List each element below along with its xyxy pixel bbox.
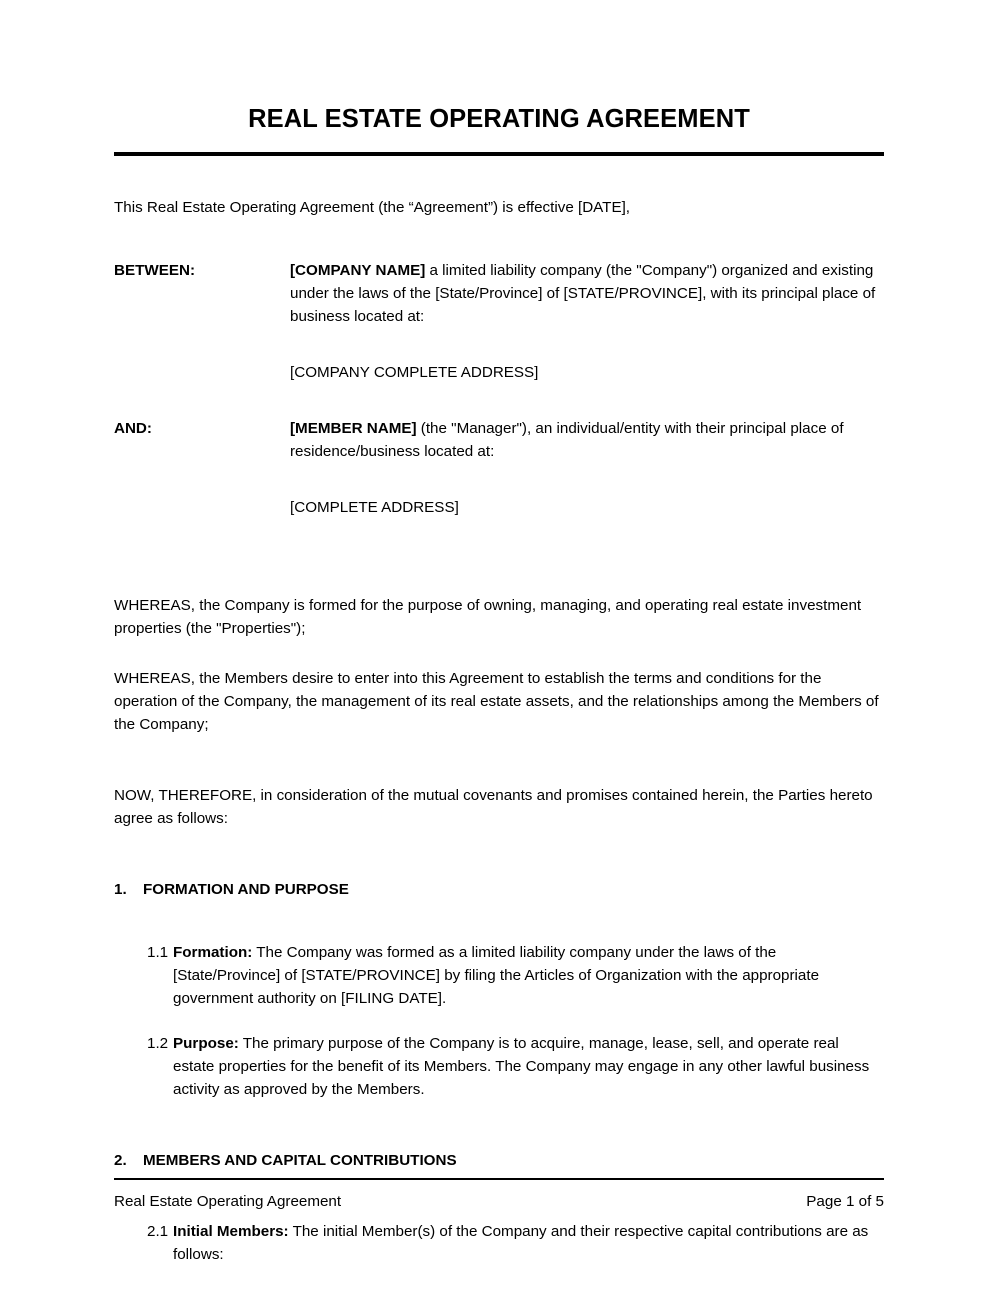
footer-page-number: Page 1 of 5 bbox=[806, 1193, 884, 1210]
clause-1-2-heading: Purpose: bbox=[173, 1035, 239, 1053]
recital-now-therefore: NOW, THEREFORE, in consideration of the mutual covenants and promises contained herein, the Parties hereto agree as follows: bbox=[114, 787, 873, 828]
party-between-name: [COMPANY NAME] bbox=[290, 262, 426, 280]
clause-2-1-body bbox=[173, 1220, 884, 1266]
party-and bbox=[114, 417, 884, 463]
recital-whereas-1: WHEREAS, the Company is formed for the purpose of owning, managing, and operating real estate investment properties (the "Properties"); bbox=[114, 597, 862, 638]
clause-2-1 bbox=[147, 1220, 884, 1266]
section-1-number: 1. bbox=[114, 881, 127, 899]
footer-row bbox=[114, 1180, 884, 1212]
party-and-address: [COMPLETE ADDRESS] bbox=[290, 499, 459, 517]
spacer bbox=[114, 830, 884, 878]
recital-whereas-2: WHEREAS, the Members desire to enter into this Agreement to establish the terms and conditions for the operation of the Company, the management of its real estate assets, and the relationships among the Members of the Company; bbox=[114, 670, 879, 734]
spacer bbox=[114, 736, 884, 784]
clause-1-1-number: 1.1 bbox=[147, 944, 169, 962]
clause-2-1-number: 2.1 bbox=[147, 1223, 169, 1241]
clause-2-1-heading: Initial Members: bbox=[173, 1223, 289, 1241]
page-footer bbox=[114, 1178, 884, 1212]
spacer bbox=[114, 1101, 884, 1149]
party-between-label: BETWEEN: bbox=[114, 262, 195, 280]
clause-1-1 bbox=[147, 941, 884, 1010]
spacer bbox=[114, 463, 884, 496]
footer-document-name: Real Estate Operating Agreement bbox=[114, 1193, 342, 1210]
clause-1-2-body bbox=[173, 1032, 884, 1101]
page-title: REAL ESTATE OPERATING AGREEMENT bbox=[248, 105, 750, 133]
document-content bbox=[114, 0, 884, 1266]
clause-1-1-heading: Formation: bbox=[173, 944, 253, 962]
clause-1-2-text: The primary purpose of the Company is to acquire, manage, lease, sell, and operate real estate properties for the benefit of its Members. The Company may engage in any other lawful business activity as approved by the Members. bbox=[173, 1035, 870, 1099]
party-and-name: [MEMBER NAME] bbox=[290, 420, 417, 438]
spacer bbox=[114, 156, 884, 196]
section-2-number: 2. bbox=[114, 1152, 127, 1170]
intro-paragraph: This Real Estate Operating Agreement (the “Agreement”) is effective [DATE], bbox=[114, 199, 631, 217]
spacer bbox=[114, 901, 884, 941]
clause-2-1-text: The initial Member(s) of the Company and their respective capital contributions are as follows: bbox=[173, 1223, 869, 1264]
clause-1-2-number: 1.2 bbox=[147, 1035, 169, 1053]
spacer bbox=[114, 219, 884, 259]
spacer bbox=[114, 567, 884, 594]
party-between-body bbox=[290, 259, 884, 328]
spacer bbox=[114, 328, 884, 361]
party-between-address: [COMPANY COMPLETE ADDRESS] bbox=[290, 364, 539, 382]
spacer bbox=[114, 640, 884, 667]
clause-1-1-text: The Company was formed as a limited liability company under the laws of the [State/Province] of [STATE/PROVINCE] by filing the Articles of Organization with the appropriate government authority on [FILING DATE]. bbox=[173, 944, 820, 1008]
spacer bbox=[114, 1010, 884, 1032]
party-between bbox=[114, 259, 884, 328]
section-heading-1 bbox=[114, 878, 884, 901]
party-and-body bbox=[290, 417, 884, 463]
party-and-description: (the "Manager"), an individual/entity with their principal place of residence/business located at: bbox=[290, 420, 844, 461]
clause-1-2 bbox=[147, 1032, 884, 1101]
party-between-description: a limited liability company (the "Company") organized and existing under the laws of the [State/Province] of [STATE/PROVINCE], with its principal place of business located at: bbox=[290, 262, 876, 326]
clause-1-1-body bbox=[173, 941, 884, 1010]
section-1-title: FORMATION AND PURPOSE bbox=[143, 881, 349, 899]
party-and-label: AND: bbox=[114, 420, 152, 438]
spacer bbox=[114, 384, 884, 417]
section-2-title: MEMBERS AND CAPITAL CONTRIBUTIONS bbox=[143, 1152, 457, 1170]
section-heading-2 bbox=[114, 1149, 884, 1172]
spacer bbox=[114, 519, 884, 567]
